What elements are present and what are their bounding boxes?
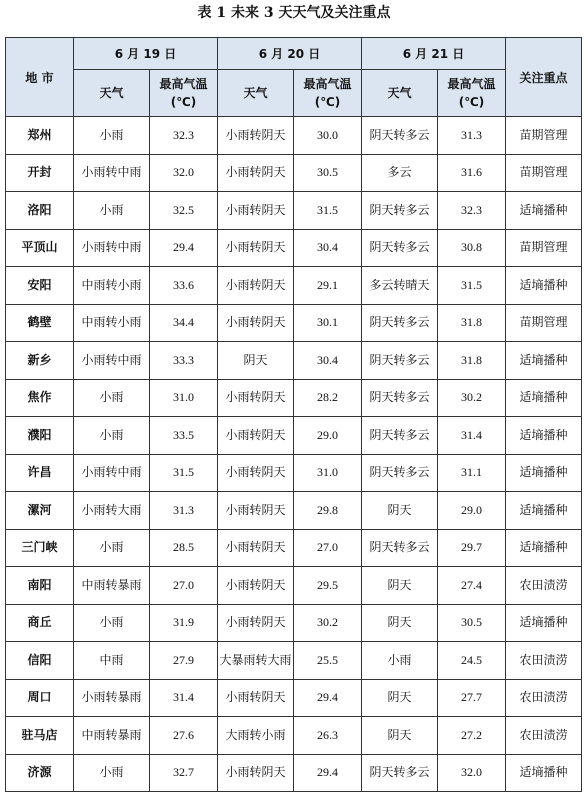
temp-subheader-day3 [438,70,506,117]
weather-cell-day2: 小雨转阴天 [218,117,294,155]
weather-cell-day2: 阴天 [218,342,294,380]
weather-cell-day3: 阴天转多云 [362,529,438,567]
focus-cell: 苗期管理 [506,229,582,267]
city-cell: 郑州 [6,117,74,155]
temp-cell-day3: 27.2 [438,717,506,755]
weather-cell-day2: 小雨转阴天 [218,229,294,267]
temp-cell-day3: 29.0 [438,492,506,530]
table-title: 表 1 未来 3 天天气及关注重点 [197,5,391,21]
weather-cell-day1: 中雨转小雨 [74,267,150,305]
temp-cell-day2: 30.4 [294,342,362,380]
temp-cell-day1: 34.4 [150,304,218,342]
city-cell: 平顶山 [6,229,74,267]
weather-subheader-day3: 天气 [362,70,438,117]
weather-cell-day3: 阴天转多云 [362,304,438,342]
weather-cell-day3: 阴天 [362,679,438,717]
focus-cell: 适墒播种 [506,754,582,792]
temp-cell-day3: 31.5 [438,267,506,305]
temp-cell-day2: 29.1 [294,267,362,305]
temp-cell-day2: 30.5 [294,154,362,192]
weather-cell-day3: 阴天 [362,492,438,530]
city-cell: 南阳 [6,567,74,605]
table-row [6,417,582,455]
temp-cell-day1: 33.3 [150,342,218,380]
focus-cell: 苗期管理 [506,117,582,155]
temp-cell-day2: 30.4 [294,229,362,267]
date-header-day1: 6 月 19 日 [74,38,218,70]
focus-cell: 农田渍涝 [506,679,582,717]
focus-cell: 适墒播种 [506,492,582,530]
weather-cell-day3: 阴天转多云 [362,417,438,455]
weather-cell-day1: 小雨 [74,604,150,642]
city-cell: 驻马店 [6,717,74,755]
table-row [6,754,582,792]
temp-cell-day2: 29.4 [294,754,362,792]
table-row [6,192,582,230]
temp-cell-day3: 31.6 [438,154,506,192]
temp-cell-day1: 33.5 [150,417,218,455]
weather-cell-day2: 小雨转阴天 [218,604,294,642]
weather-table [5,37,582,792]
weather-cell-day3: 阴天转多云 [362,342,438,380]
focus-cell: 适墒播种 [506,529,582,567]
weather-cell-day3: 阴天转多云 [362,379,438,417]
temp-cell-day1: 27.0 [150,567,218,605]
city-cell: 安阳 [6,267,74,305]
weather-cell-day1: 中雨转小雨 [74,304,150,342]
city-cell: 焦作 [6,379,74,417]
temp-cell-day3: 31.4 [438,417,506,455]
table-row [6,304,582,342]
temp-cell-day2: 30.2 [294,604,362,642]
weather-cell-day3: 阴天 [362,717,438,755]
city-cell: 洛阳 [6,192,74,230]
focus-cell: 适墒播种 [506,379,582,417]
date-header-day2: 6 月 20 日 [218,38,362,70]
temp-cell-day2: 27.0 [294,529,362,567]
table-row [6,679,582,717]
header-row-dates [6,38,582,70]
temp-cell-day3: 29.7 [438,529,506,567]
temp-cell-day1: 32.0 [150,154,218,192]
table-body [6,117,582,792]
temp-cell-day3: 31.3 [438,117,506,155]
city-cell: 鹤壁 [6,304,74,342]
weather-cell-day2: 大雨转小雨 [218,717,294,755]
city-column-header: 地 市 [6,38,74,117]
weather-cell-day2: 小雨转阴天 [218,304,294,342]
temp-subheader-unit: (℃) [170,95,197,109]
weather-cell-day1: 中雨转暴雨 [74,567,150,605]
temp-cell-day2: 29.0 [294,417,362,455]
weather-cell-day1: 小雨转暴雨 [74,679,150,717]
table-row [6,717,582,755]
weather-cell-day3: 阴天转多云 [362,454,438,492]
weather-cell-day1: 中雨转暴雨 [74,717,150,755]
weather-cell-day3: 阴天转多云 [362,117,438,155]
focus-cell: 苗期管理 [506,304,582,342]
weather-cell-day2: 小雨转阴天 [218,192,294,230]
focus-cell: 苗期管理 [506,154,582,192]
temp-cell-day2: 30.0 [294,117,362,155]
temp-subheader-day1 [150,70,218,117]
temp-cell-day3: 32.3 [438,192,506,230]
temp-cell-day2: 28.2 [294,379,362,417]
weather-cell-day1: 小雨 [74,192,150,230]
temp-cell-day2: 31.0 [294,454,362,492]
focus-cell: 农田渍涝 [506,717,582,755]
weather-cell-day1: 小雨转中雨 [74,454,150,492]
temp-cell-day2: 29.5 [294,567,362,605]
temp-cell-day1: 32.7 [150,754,218,792]
weather-cell-day1: 小雨转大雨 [74,492,150,530]
temp-cell-day3: 30.8 [438,229,506,267]
focus-cell: 适墒播种 [506,192,582,230]
table-row [6,379,582,417]
weather-cell-day3: 多云 [362,154,438,192]
table-row [6,567,582,605]
temp-subheader-unit: (℃) [458,95,485,109]
city-cell: 周口 [6,679,74,717]
temp-subheader-unit: (℃) [314,95,341,109]
table-row [6,454,582,492]
table-row [6,342,582,380]
table-row [6,642,582,680]
weather-cell-day1: 小雨转中雨 [74,229,150,267]
weather-cell-day2: 小雨转阴天 [218,492,294,530]
weather-cell-day3: 阴天转多云 [362,229,438,267]
city-cell: 新乡 [6,342,74,380]
city-cell: 开封 [6,154,74,192]
temp-cell-day2: 26.3 [294,717,362,755]
temp-cell-day3: 31.8 [438,304,506,342]
temp-cell-day3: 32.0 [438,754,506,792]
weather-cell-day1: 小雨 [74,417,150,455]
weather-subheader-day1: 天气 [74,70,150,117]
temp-cell-day1: 31.4 [150,679,218,717]
weather-cell-day1: 小雨 [74,529,150,567]
focus-cell: 农田渍涝 [506,642,582,680]
temp-cell-day1: 27.6 [150,717,218,755]
weather-cell-day2: 小雨转阴天 [218,454,294,492]
weather-cell-day1: 小雨转中雨 [74,342,150,380]
city-cell: 商丘 [6,604,74,642]
date-header-day3: 6 月 21 日 [362,38,506,70]
temp-cell-day1: 29.4 [150,229,218,267]
temp-cell-day1: 28.5 [150,529,218,567]
focus-cell: 适墒播种 [506,417,582,455]
weather-cell-day3: 多云转晴天 [362,267,438,305]
city-cell: 许昌 [6,454,74,492]
weather-cell-day1: 小雨 [74,117,150,155]
focus-column-header: 关注重点 [506,38,582,117]
focus-cell: 适墒播种 [506,342,582,380]
city-cell: 信阳 [6,642,74,680]
weather-cell-day2: 小雨转阴天 [218,754,294,792]
temp-cell-day3: 24.5 [438,642,506,680]
focus-cell: 农田渍涝 [506,567,582,605]
temp-cell-day3: 30.5 [438,604,506,642]
weather-cell-day2: 大暴雨转大雨 [218,642,294,680]
weather-cell-day1: 中雨 [74,642,150,680]
weather-cell-day3: 阴天转多云 [362,754,438,792]
table-row [6,604,582,642]
temp-cell-day1: 31.3 [150,492,218,530]
temp-cell-day3: 27.7 [438,679,506,717]
weather-cell-day3: 阴天 [362,567,438,605]
table-row [6,229,582,267]
city-cell: 三门峡 [6,529,74,567]
temp-cell-day1: 31.9 [150,604,218,642]
weather-cell-day2: 小雨转阴天 [218,267,294,305]
temp-cell-day1: 31.5 [150,454,218,492]
weather-cell-day1: 小雨 [74,379,150,417]
focus-cell: 适墒播种 [506,267,582,305]
weather-cell-day1: 小雨 [74,754,150,792]
temp-cell-day1: 32.5 [150,192,218,230]
table-row [6,154,582,192]
table-row [6,529,582,567]
temp-cell-day3: 31.1 [438,454,506,492]
weather-cell-day2: 小雨转阴天 [218,679,294,717]
temp-cell-day2: 29.8 [294,492,362,530]
header-row-subcolumns [6,70,582,117]
temp-cell-day2: 29.4 [294,679,362,717]
focus-cell: 适墒播种 [506,604,582,642]
temp-cell-day1: 33.6 [150,267,218,305]
weather-subheader-day2: 天气 [218,70,294,117]
temp-cell-day1: 31.0 [150,379,218,417]
temp-subheader-label: 最高气温 [447,77,496,91]
table-row [6,117,582,155]
weather-cell-day3: 阴天转多云 [362,192,438,230]
weather-cell-day3: 小雨 [362,642,438,680]
temp-subheader-label: 最高气温 [303,77,352,91]
table-row [6,492,582,530]
weather-cell-day2: 小雨转阴天 [218,567,294,605]
temp-cell-day3: 30.2 [438,379,506,417]
temp-cell-day3: 31.8 [438,342,506,380]
city-cell: 济源 [6,754,74,792]
focus-cell: 适墒播种 [506,454,582,492]
weather-cell-day2: 小雨转阴天 [218,529,294,567]
weather-cell-day3: 阴天 [362,604,438,642]
temp-cell-day1: 32.3 [150,117,218,155]
city-cell: 漯河 [6,492,74,530]
table-row [6,267,582,305]
weather-cell-day2: 小雨转阴天 [218,379,294,417]
temp-subheader-label: 最高气温 [159,77,208,91]
weather-cell-day2: 小雨转阴天 [218,154,294,192]
weather-cell-day1: 小雨转中雨 [74,154,150,192]
temp-subheader-day2 [294,70,362,117]
temp-cell-day2: 25.5 [294,642,362,680]
temp-cell-day2: 31.5 [294,192,362,230]
temp-cell-day1: 27.9 [150,642,218,680]
city-cell: 濮阳 [6,417,74,455]
temp-cell-day2: 30.1 [294,304,362,342]
weather-cell-day2: 小雨转阴天 [218,417,294,455]
temp-cell-day3: 27.4 [438,567,506,605]
